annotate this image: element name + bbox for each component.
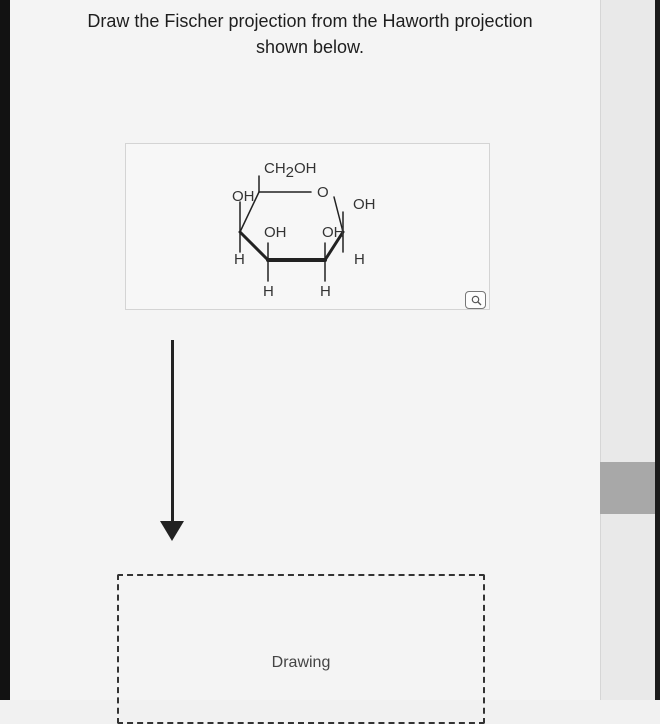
c3-oh-label: OH <box>264 224 287 241</box>
c4-h-label: H <box>234 251 245 268</box>
zoom-button[interactable] <box>465 291 486 309</box>
question-line-1: Draw the Fischer projection from the Haworth projection <box>87 11 533 31</box>
left-edge-bar <box>0 0 10 700</box>
question-text <box>60 8 560 60</box>
drawing-label: Drawing <box>271 654 331 671</box>
right-side-panel <box>600 0 660 700</box>
question-line-2: shown below. <box>255 37 365 57</box>
c2-oh-label: OH <box>322 224 345 241</box>
haworth-structure <box>126 144 491 311</box>
drawing-area[interactable] <box>117 574 485 724</box>
down-arrow-shaft <box>171 340 174 523</box>
c1-oh-label: OH <box>353 196 376 213</box>
c2-h-label: H <box>320 283 331 300</box>
down-arrow-head <box>160 521 184 541</box>
right-edge-bar <box>655 0 660 700</box>
c5-ch2oh-label: CH2OH <box>264 160 317 181</box>
haworth-projection-panel <box>125 143 490 310</box>
c3-h-label: H <box>263 283 274 300</box>
magnifier-icon <box>471 295 482 306</box>
ring-oxygen-label: O <box>317 184 329 201</box>
c4-oh-label: OH <box>232 188 255 205</box>
right-panel-tab[interactable] <box>600 462 660 514</box>
c1-h-label: H <box>354 251 365 268</box>
